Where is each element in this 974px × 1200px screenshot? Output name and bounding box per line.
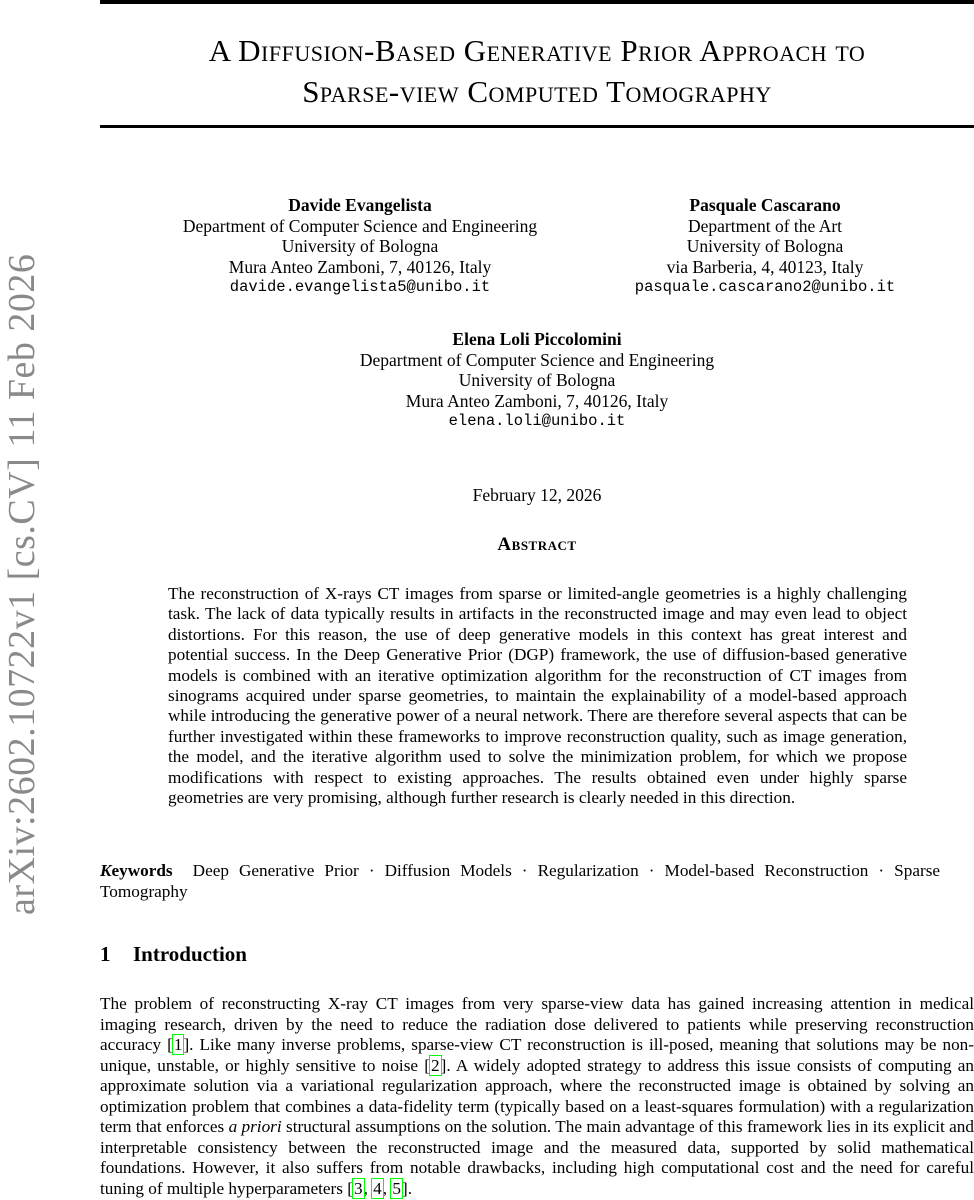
section-title: Introduction: [133, 942, 247, 966]
arxiv-identifier: arXiv:2602.10722v1 [cs.CV] 11 Feb 2026: [1, 253, 43, 915]
author-name: Pasquale Cascarano: [689, 195, 841, 215]
author-address: Mura Anteo Zamboni, 7, 40126, Italy: [405, 390, 669, 411]
author-email[interactable]: elena.loli@unibo.it: [448, 412, 626, 430]
arxiv-sidebar: [1, 253, 43, 915]
author-email[interactable]: davide.evangelista5@unibo.it: [229, 278, 491, 296]
author-name: Elena Loli Piccolomini: [452, 329, 622, 349]
author-block-1: [150, 195, 570, 298]
citation-link[interactable]: 5: [392, 1178, 401, 1198]
section-heading: [100, 942, 247, 967]
citation-link[interactable]: 1: [173, 1035, 183, 1054]
paper-title: [100, 30, 974, 112]
keywords-label: Keywords: [100, 861, 173, 880]
publication-date: February 12, 2026: [472, 485, 602, 505]
citation-link[interactable]: 3: [353, 1178, 363, 1198]
author-university: University of Bologna: [458, 370, 616, 390]
author-email[interactable]: pasquale.cascarano2@unibo.it: [634, 278, 896, 296]
citation-link[interactable]: 4: [373, 1178, 382, 1198]
citation-link[interactable]: 2: [430, 1055, 440, 1075]
author-university: University of Bologna: [281, 236, 439, 256]
author-address: Mura Anteo Zamboni, 7, 40126, Italy: [228, 256, 492, 277]
intro-paragraph: The problem of reconstructing X-ray CT images from very sparse-view data has gained increasing attention in medical imaging research, driven by the need to reduce the radiation dose delivered to patients while preserving reconstruction accuracy [1]. Like many inverse problems, sparse-view CT reconstruction is ill-posed, meaning that solutions may be non-unique, unstable, or highly sensitive to noise [2]. A widely adopted strategy to address this issue consists of computing an approximate solution via a variational regularization approach, where the reconstructed image is obtained by solving an optimization problem that combines a data-fidelity term (typically based on a least-squares formulation) with a regularization term that enforces a priori structural assumptions on the solution. The main advantage of this framework lies in its explicit and interpretable consistency between the reconstructed image and the measured data, supported by solid mathematical foundations. However, it also suffers from notable drawbacks, including high computational cost and the need for careful tuning of multiple hyperparameters [3, 4, 5].: [100, 994, 974, 1198]
section-number: 1: [100, 942, 111, 966]
title-rule-bottom: [100, 125, 974, 128]
abstract-text: The reconstruction of X-rays CT images from sparse or limited-angle geometries is a highly challenging task. The lack of data typically results in artifacts in the reconstructed image and may even lead to object distortions. For this reason, the use of deep generative models in this context has great interest and potential success. In the Deep Generative Prior (DGP) framework, the use of diffusion-based generative models is combined with an iterative optimization algorithm for the reconstruction of CT images from sinograms acquired under sparse geometries, to maintain the explainability of a model-based approach while introducing the generative power of a neural network. There are therefore several aspects that can be further investigated within these frameworks to improve reconstruction quality, such as image generation, the model, and the iterative algorithm used to solve the minimization problem, for which we propose modifications with respect to existing approaches. The results obtained even under highly sparse geometries are very promising, although further research is clearly needed in this direction.: [168, 584, 907, 808]
title-line-2: Sparse-view Computed Tomography: [302, 74, 772, 109]
title-rule-top: [100, 0, 974, 4]
keywords-list: Deep Generative Prior · Diffusion Models · Regularization · Model-based Reconstruction · Sparse Tomography: [100, 861, 941, 901]
author-name: Davide Evangelista: [288, 195, 432, 215]
author-address: via Barberia, 4, 40123, Italy: [666, 256, 864, 277]
author-block-3: [300, 329, 774, 432]
author-department: Department of the Art: [687, 215, 843, 236]
abstract-heading: Abstract: [497, 534, 577, 555]
author-university: University of Bologna: [686, 236, 844, 256]
title-line-1: A Diffusion-Based Generative Prior Approach to: [208, 33, 866, 68]
keywords: [100, 860, 940, 902]
author-block-2: [615, 195, 915, 298]
author-department: Department of Computer Science and Engineering: [359, 349, 715, 370]
author-department: Department of Computer Science and Engineering: [182, 215, 538, 236]
